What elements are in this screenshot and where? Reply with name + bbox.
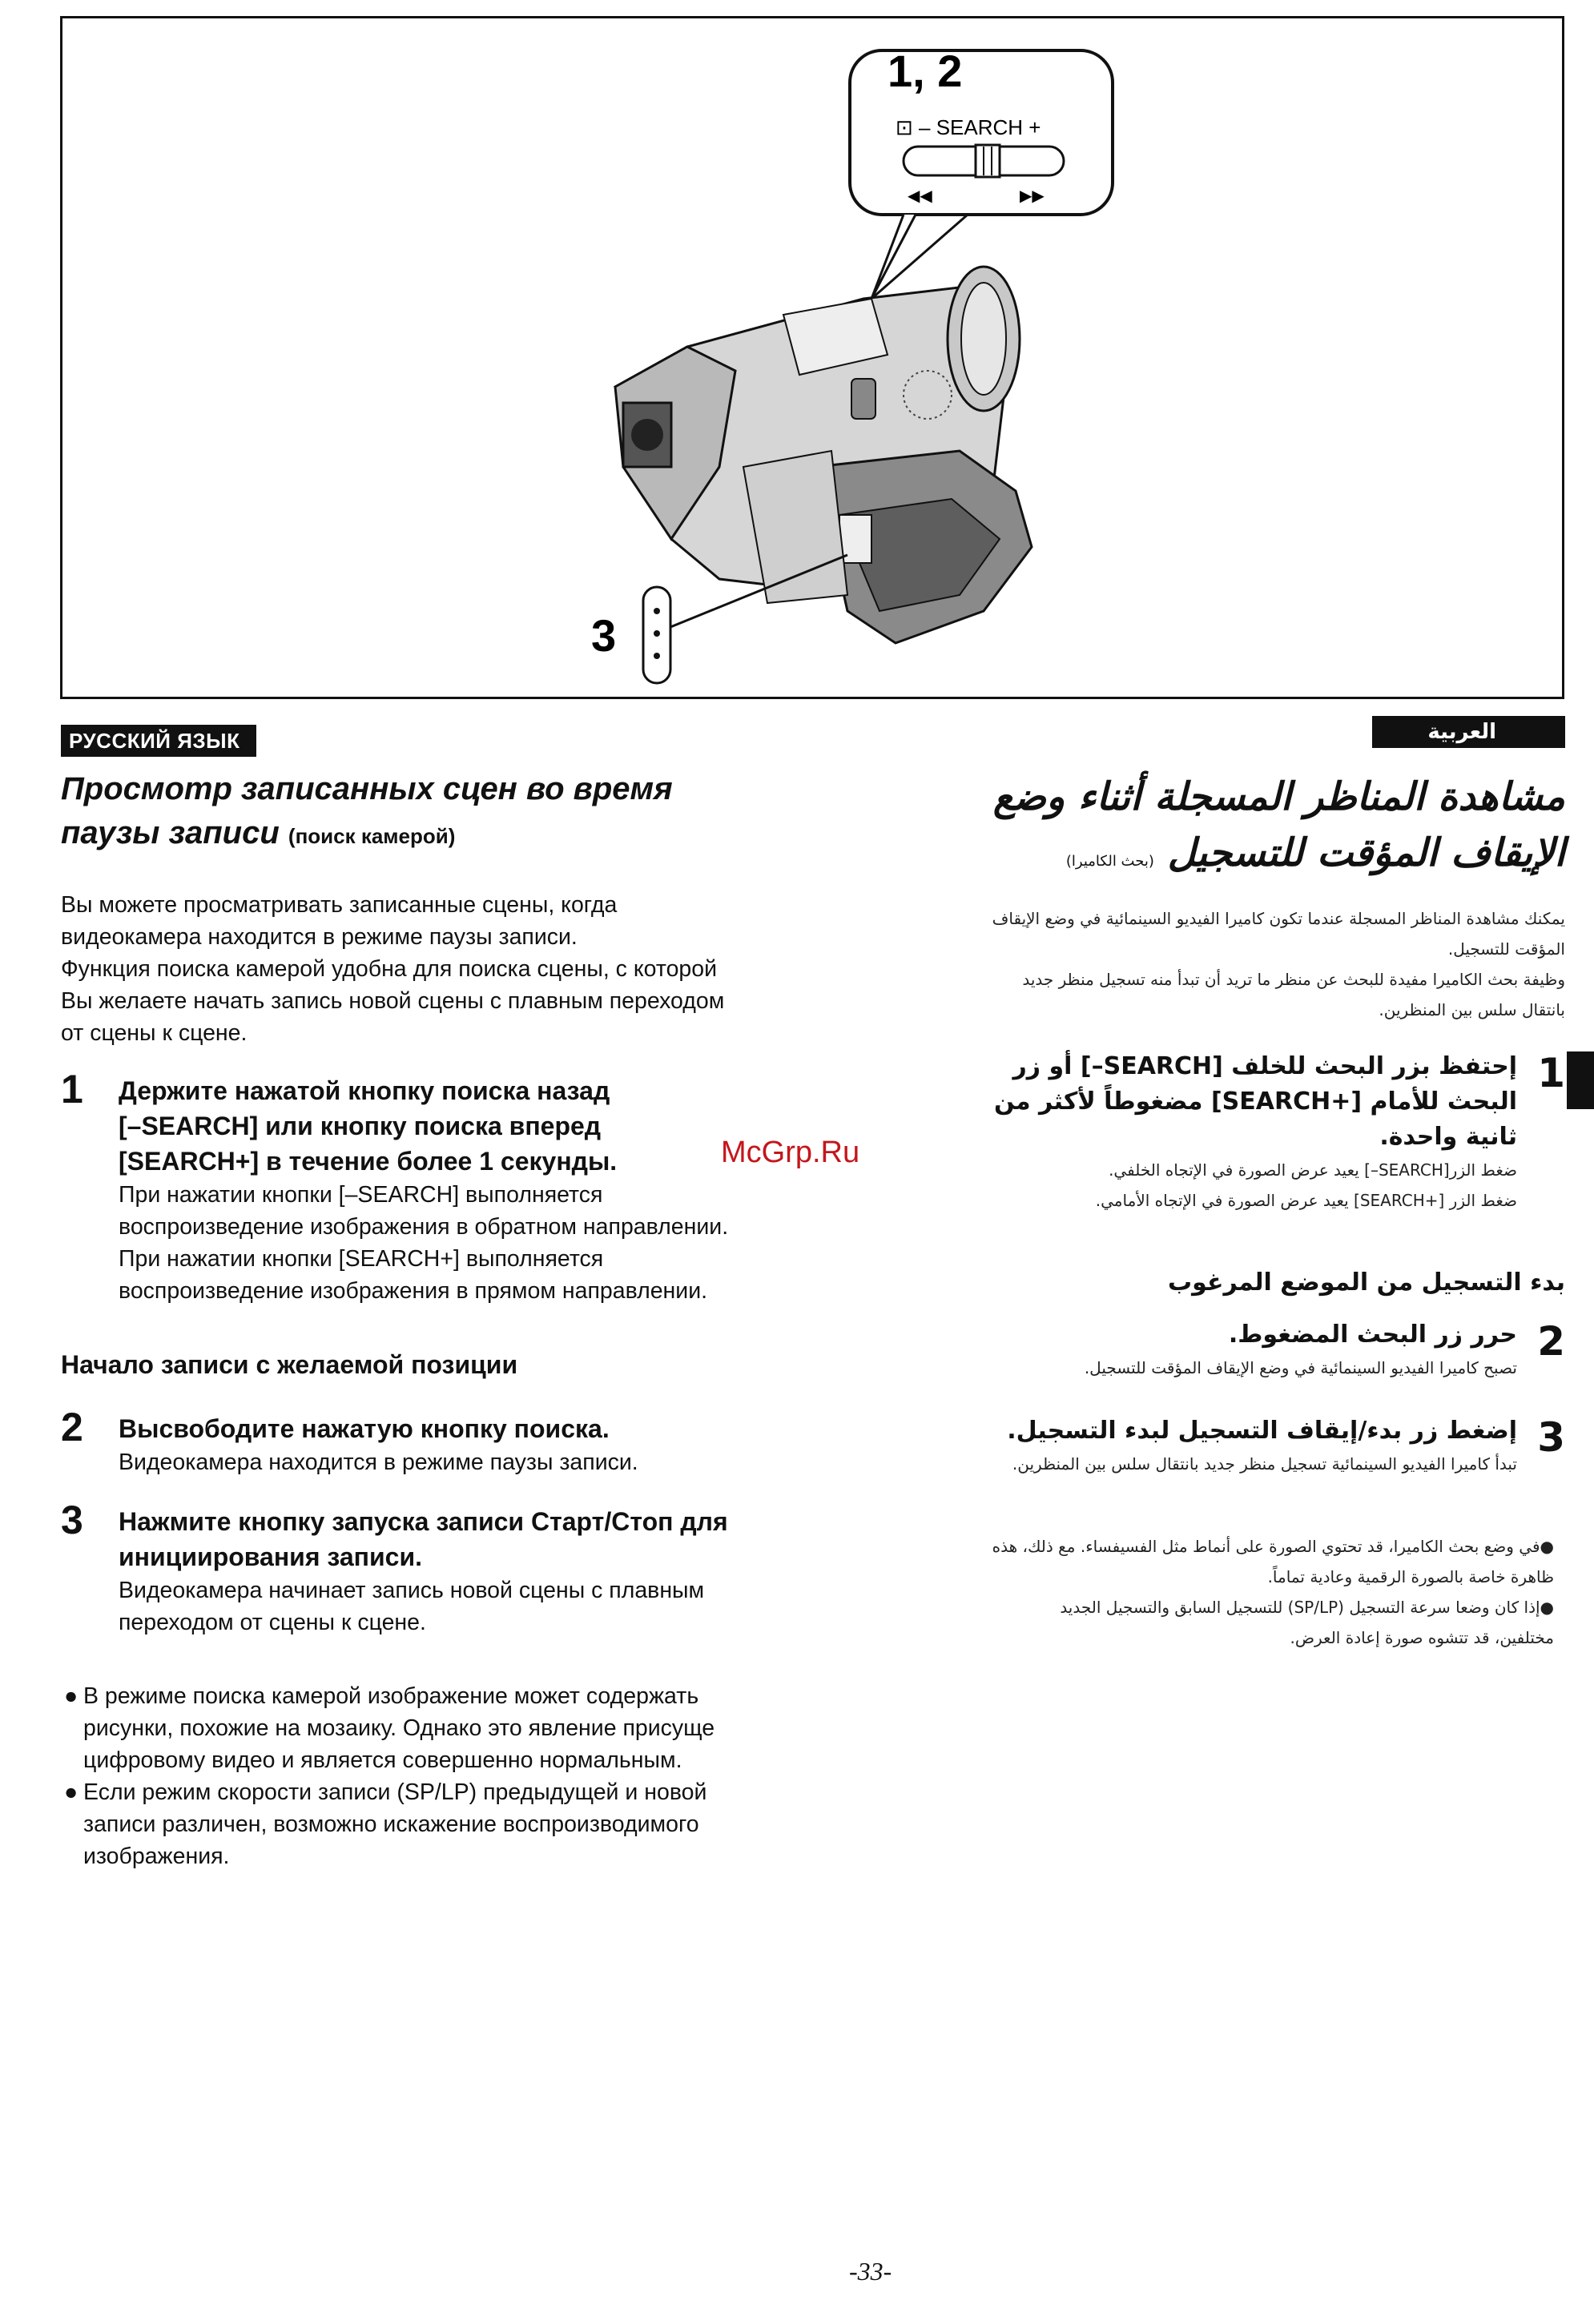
arabic-language-tag: العربية: [1372, 716, 1565, 748]
callout-step-label: 1, 2: [888, 46, 963, 96]
russian-page-title: Просмотр записанных сцен во время паузы записи (поиск камерой): [61, 771, 673, 850]
camera-illustration: [60, 16, 1564, 699]
russian-subheading: Начало записи с желаемой позиции: [61, 1350, 518, 1379]
camcorder-icon: [615, 267, 1032, 643]
camcorder-drawing: [62, 18, 1562, 697]
russian-language-tag: РУССКИЙ ЯЗЫК: [61, 725, 256, 757]
arabic-notes: [905, 1531, 1554, 1653]
search-switch-label: ⊡ – SEARCH +: [896, 115, 1041, 139]
list-item: ●في وضع بحث الكاميرا، قد تحتوي الصورة على أنماط مثل الفسيفساء. مع ذلك، هذه ظاهرة خاصة بالصورة الرقمية وعادية تماماً.: [992, 1537, 1554, 1586]
bullet-icon: ●: [64, 1779, 78, 1805]
bullet-icon: ●: [1540, 1598, 1554, 1617]
list-item: ●إذا كان وضعا سرعة التسجيل (SP/LP) للتسجيل السابق والتسجيل الجديد مختلفين، قد تتشوه صورة إعادة العرض.: [1060, 1598, 1554, 1647]
rewind-icon: ◀◀: [908, 186, 932, 205]
page-number: -33-: [849, 2257, 892, 2286]
arabic-intro: يمكنك مشاهدة المناظر المسجلة عندما تكون كاميرا الفيديو السينمائية في وضع الإيقاف المؤقت للتسجيل. وظيفة بحث الكاميرا مفيدة للبحث عن منظر ما تريد أن تبدأ منه تسجيل منظر جديد بانتقال سلس بين المنظرين.: [992, 909, 1565, 1019]
list-item: ● Если режим скорости записи (SP/LP) предыдущей и новой записи различен, возможно искажение воспроизводимого изображения.: [64, 1776, 833, 1872]
section-marker-bar: [1567, 1051, 1594, 1109]
list-item: ● В режиме поиска камерой изображение может содержать рисунки, похожие на мозаику. Однако это явление присуще цифровому видео и является совершенно нормальным.: [64, 1680, 833, 1776]
step3-label: 3: [591, 610, 617, 661]
arabic-step-3: 3 إضغط زر بدء/إيقاف التسجيل لبدء التسجيل. تبدأ كاميرا الفيديو السينمائية تسجيل منظر جديد بانتقال سلس بين المنظرين.: [1007, 1414, 1565, 1474]
russian-notes: [64, 1680, 833, 1872]
bullet-icon: ●: [64, 1683, 78, 1709]
arabic-page-title: مشاهدة المناظر المسجلة أثناء وضع الإيقاف المؤقت للتسجيل (بحث الكاميرا): [992, 774, 1565, 875]
bullet-icon: ●: [1540, 1537, 1554, 1556]
arabic-subheading: بدء التسجيل من الموضع المرغوب: [1168, 1269, 1565, 1297]
arabic-step-1: 1 إحتفظ بزر البحث للخلف [SEARCH–] أو زر البحث للأمام [+SEARCH] مضغوطاً لأكثر من ثانية واحدة. ضغط الزر[SEARCH–] يعيد عرض الصورة في الإتجاه الخلفي. ضغط الزر [+SEARCH] يعيد عرض الصورة في الإتجاه الأمامي.: [993, 1050, 1565, 1210]
russian-intro: Вы можете просматривать записанные сцены, когда видеокамера находится в режиме паузы записи. Функция поиска камерой удобна для поиска сцены, с которой Вы желаете начать запись новой сцены с плавным переходом от сцены к сцене.: [61, 892, 725, 1046]
arabic-step-2: 2 حرر زر البحث المضغوط. تصبح كاميرا الفيديو السينمائية في وضع الإيقاف المؤقت للتسجيل.: [1084, 1318, 1565, 1377]
fast-forward-icon: ▶▶: [1020, 186, 1045, 205]
watermark: McGrp.Ru: [721, 1136, 860, 1169]
